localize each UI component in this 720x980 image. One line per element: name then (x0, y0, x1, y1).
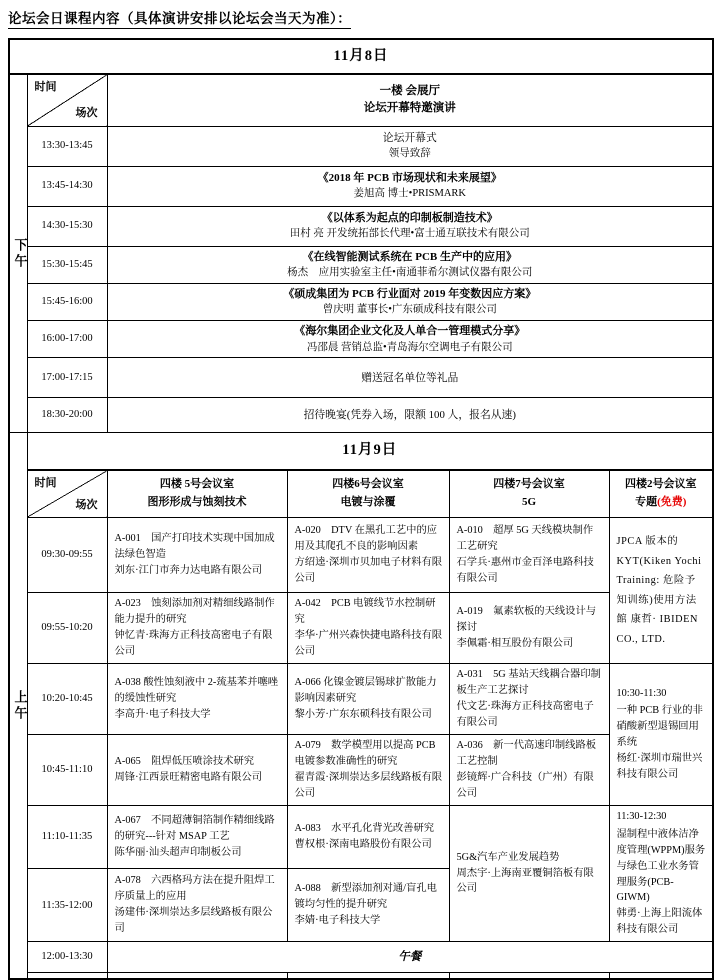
session-cell (107, 664, 287, 735)
time-cell: 13:30-13:45 (27, 126, 107, 166)
cutoff-row (9, 973, 713, 979)
session-title: 论坛开幕式 (382, 132, 437, 145)
session-title: 招待晚宴(凭券入场，限额 100 人，报名从速) (303, 409, 516, 422)
corner-session-label: 场次 (75, 107, 98, 119)
session-title: A-020 DTV 在黑孔工艺中的应用及其爬孔不良的影响因素 (294, 525, 438, 553)
session-title: 赠送冠名单位等礼品 (361, 371, 459, 384)
session-speaker: 石学兵·惠州市金百泽电路科技有限公司 (456, 557, 594, 585)
session-title: 一种 PCB 行业的非硝酸新型退锡回用系统 (616, 705, 703, 749)
session-speaker: 汤建伟·深圳崇达多层线路板有限公司 (114, 907, 273, 935)
session-speaker: 冯邵晨 营销总监•青岛海尔空调电子有限公司 (306, 341, 513, 353)
room-header-1 (107, 470, 287, 518)
day1-column-header-row (9, 74, 713, 126)
session-title: A-088 新型添加剂对通/盲孔电镀均匀性的提升研究 (294, 883, 437, 911)
session-speaker: 曾庆明 董事长•广东硕成科技有限公司 (322, 304, 497, 316)
session-title: A-019 氟素软板的天线设计与探讨 (456, 606, 597, 634)
session-title: 《海尔集团企业文化及人单合一管理模式分享》 (294, 325, 526, 337)
schedule-row (9, 246, 713, 283)
session-cell (609, 805, 713, 942)
session-speaker: 代文艺·珠海方正科技高密电子有限公司 (456, 700, 594, 728)
session-time-note: 10:30-11:30 (616, 687, 667, 699)
room-name: 四楼 5号会议室 (159, 478, 235, 491)
session-speaker: 館 康哲· IBIDEN CO., LTD. (616, 614, 699, 645)
session-cell (449, 664, 609, 735)
session-speaker: 领导致辞 (388, 148, 431, 160)
session-title: A-001 国产打印技术实现中国加成法绿色智造 (114, 533, 275, 561)
schedule-table (8, 38, 714, 980)
room-name: 四楼6号会议室 (332, 478, 404, 491)
session-speaker: 曹权根·深南电路股份有限公司 (294, 839, 432, 851)
time-cell: 12:00-13:30 (27, 942, 107, 973)
session-cell (107, 283, 713, 320)
room-topic: 图形形成与蚀刻技术 (147, 496, 247, 508)
schedule-row (9, 126, 713, 166)
session-speaker: 李华·广州兴森快捷电路科技有限公司 (294, 630, 443, 658)
session-title: A-042 PCB 电镀线节水控制研究 (294, 598, 436, 626)
room-header-4 (609, 470, 713, 518)
session-cell (107, 166, 713, 206)
session-cell (287, 805, 449, 869)
session-cell (609, 664, 713, 806)
room-header-2 (287, 470, 449, 518)
room-header-3 (449, 470, 609, 518)
time-cell: 18:30-20:00 (27, 398, 107, 433)
session-time-note: 11:30-12:30 (616, 810, 667, 822)
room-topic: 专题(免费) (635, 496, 687, 508)
session-cell (107, 518, 287, 593)
day1-side-label-text: 下午 (12, 237, 28, 270)
session-cell (449, 518, 609, 593)
session-cell (287, 734, 449, 805)
corner-time-label: 时间 (34, 476, 57, 489)
day1-date: 11月8日 (9, 39, 713, 74)
session-title: 《以体系为起点的印制板制造技术》 (321, 211, 498, 224)
room-topic: 电镀与涂覆 (340, 496, 396, 508)
time-cell: 15:30-15:45 (27, 246, 107, 283)
session-speaker: 李佩霜·相互股份有限公司 (456, 638, 574, 650)
session-title: A-066 化镍金镀层锡球扩散能力影响因素研究 (294, 677, 437, 704)
session-title: A-023 蚀刻添加剂对精细线路制作能力提升的研究 (114, 598, 275, 626)
session-title: 湿制程中液体洁净度管理(WPPM)服务与绿色工业水务管理服务(PCB-GIWM) (616, 828, 706, 904)
session-speaker: 刘东·江门市奔力达电路有限公司 (114, 565, 263, 577)
time-cell: 15:45-16:00 (27, 283, 107, 320)
corner-time-label: 时间 (34, 81, 57, 93)
time-cell: 09:30-09:55 (27, 518, 107, 593)
schedule-row (9, 593, 713, 664)
session-cell (449, 734, 609, 805)
session-cell (609, 518, 713, 664)
schedule-row (9, 166, 713, 206)
session-title: A-083 水平孔化背光改善研究 (294, 823, 435, 835)
session-cell (107, 593, 287, 664)
session-cell (287, 664, 449, 735)
time-cell: 13:45-14:30 (27, 166, 107, 206)
day2-side-label (9, 433, 27, 979)
session-cell (107, 805, 287, 869)
session-cell (107, 398, 713, 433)
session-title: A-065 阻焊低压喷涂技术研究 (114, 755, 255, 767)
schedule-row (9, 734, 713, 805)
schedule-row (9, 358, 713, 398)
session-cell (287, 593, 449, 664)
day1-corner-cell (27, 74, 107, 126)
session-cell (107, 321, 713, 358)
time-cell: 09:55-10:20 (27, 593, 107, 664)
session-cell (449, 593, 609, 664)
time-cell: 17:00-17:15 (27, 358, 107, 398)
session-title: 5G&汽车产业发展趋势 (456, 851, 560, 863)
day2-side-label-text: 上午 (12, 689, 28, 722)
session-cell (107, 206, 713, 246)
session-cell (107, 869, 287, 942)
session-title: A-031 5G 基站天线耦合器印制板生产工艺探讨 (456, 669, 601, 697)
session-speaker: 杨杰 应用实验室主任•南通菲希尔测试仪器有限公司 (287, 267, 533, 278)
time-cell: 14:30-15:30 (27, 206, 107, 246)
session-cell (107, 358, 713, 398)
day2-header-row (9, 433, 713, 470)
time-cell: 10:20-10:45 (27, 664, 107, 735)
schedule-row (9, 398, 713, 433)
schedule-row (9, 283, 713, 320)
day2-corner-cell (27, 470, 107, 518)
schedule-row (9, 321, 713, 358)
day1-side-label (9, 74, 27, 433)
session-cell (107, 246, 713, 283)
session-speaker: 杨红·深圳市瑞世兴科技有限公司 (616, 753, 703, 781)
session-speaker: 方绍逵·深圳市贝加电子材料有限公司 (294, 557, 443, 585)
session-speaker: 周杰宇·上海南亚覆铜箔板有限公司 (456, 867, 594, 895)
session-title: JPCA 版本的 KYT(Kiken Yochi Training: 危险予知训练)使用方法 (616, 535, 702, 606)
session-speaker: 李婧·电子科技大学 (294, 915, 381, 927)
venue-line2: 论坛开幕特邀演讲 (363, 102, 456, 115)
schedule-row (9, 664, 713, 735)
time-cell: 11:35-12:00 (27, 869, 107, 942)
session-speaker: 翟青霞·深圳崇达多层线路板有限公司 (294, 771, 443, 799)
session-title: A-036 新一代高速印制线路板工艺控制 (456, 739, 597, 767)
session-cell (287, 869, 449, 942)
session-title: A-079 数学模型用以提高 PCB 电镀参数准确性的研究 (294, 739, 436, 767)
day2-column-header-row (9, 470, 713, 518)
venue-line1: 一楼 会展厅 (379, 85, 440, 97)
day1-venue-header (107, 74, 713, 126)
session-speaker: 彭镜辉·广合科技（广州）有限公司 (456, 771, 594, 799)
session-cell (107, 126, 713, 166)
schedule-row (9, 206, 713, 246)
session-title: 《在线智能测试系统在 PCB 生产中的应用》 (302, 250, 518, 263)
day1-header-row (9, 39, 713, 74)
session-speaker: 韩勇·上海上阳流体科技有限公司 (616, 908, 703, 936)
room-name: 四楼7号会议室 (493, 478, 565, 491)
session-cell (287, 518, 449, 593)
session-cell (107, 734, 287, 805)
time-cell: 16:00-17:00 (27, 321, 107, 358)
session-cell (449, 805, 609, 942)
lunch-cell: 午餐 (107, 942, 713, 973)
session-title: A-067 不同超薄铜箔制作精细线路的研究---针对 MSAP 工艺 (114, 815, 275, 843)
free-badge: (免费) (657, 496, 687, 508)
time-cell: 10:45-11:10 (27, 734, 107, 805)
session-speaker: 黎小芳·广东东硕科技有限公司 (294, 708, 432, 720)
room-topic: 5G (521, 496, 537, 508)
session-speaker: 钟忆青·珠海方正科技高密电子有限公司 (114, 630, 273, 658)
lunch-row (9, 942, 713, 973)
session-title: 《硕成集团为 PCB 行业面对 2019 年变数因应方案》 (283, 287, 537, 300)
session-speaker: 李高升·电子科技大学 (114, 708, 211, 720)
session-speaker: 周锋·江西景旺精密电路有限公司 (114, 771, 263, 783)
schedule-row (9, 805, 713, 869)
session-speaker: 姜旭高 博士•PRISMARK (353, 188, 467, 200)
time-cell: 11:10-11:35 (27, 805, 107, 869)
page-title: 论坛会日课程内容（具体演讲安排以论坛会当天为准）： (8, 7, 351, 29)
session-title: A-010 超厚 5G 天线模块制作工艺研究 (456, 525, 594, 553)
session-title: 《2018 年 PCB 市场现状和未来展望》 (317, 171, 502, 184)
day2-date: 11月9日 (27, 433, 713, 470)
room-name: 四楼2号会议室 (625, 478, 697, 491)
session-speaker: 田村 亮 开发统拓部长代理•富士通互联技术有限公司 (289, 228, 530, 240)
session-title: A-038 酸性蚀刻液中 2-巯基苯并噻唑的缓蚀性研究 (114, 677, 279, 704)
corner-session-label: 场次 (75, 498, 98, 511)
session-speaker: 陈华丽·汕头超声印制板公司 (114, 847, 242, 859)
schedule-row (9, 518, 713, 593)
session-title: A-078 六西格玛方法在提升阻焊工序质量上的应用 (114, 875, 275, 903)
